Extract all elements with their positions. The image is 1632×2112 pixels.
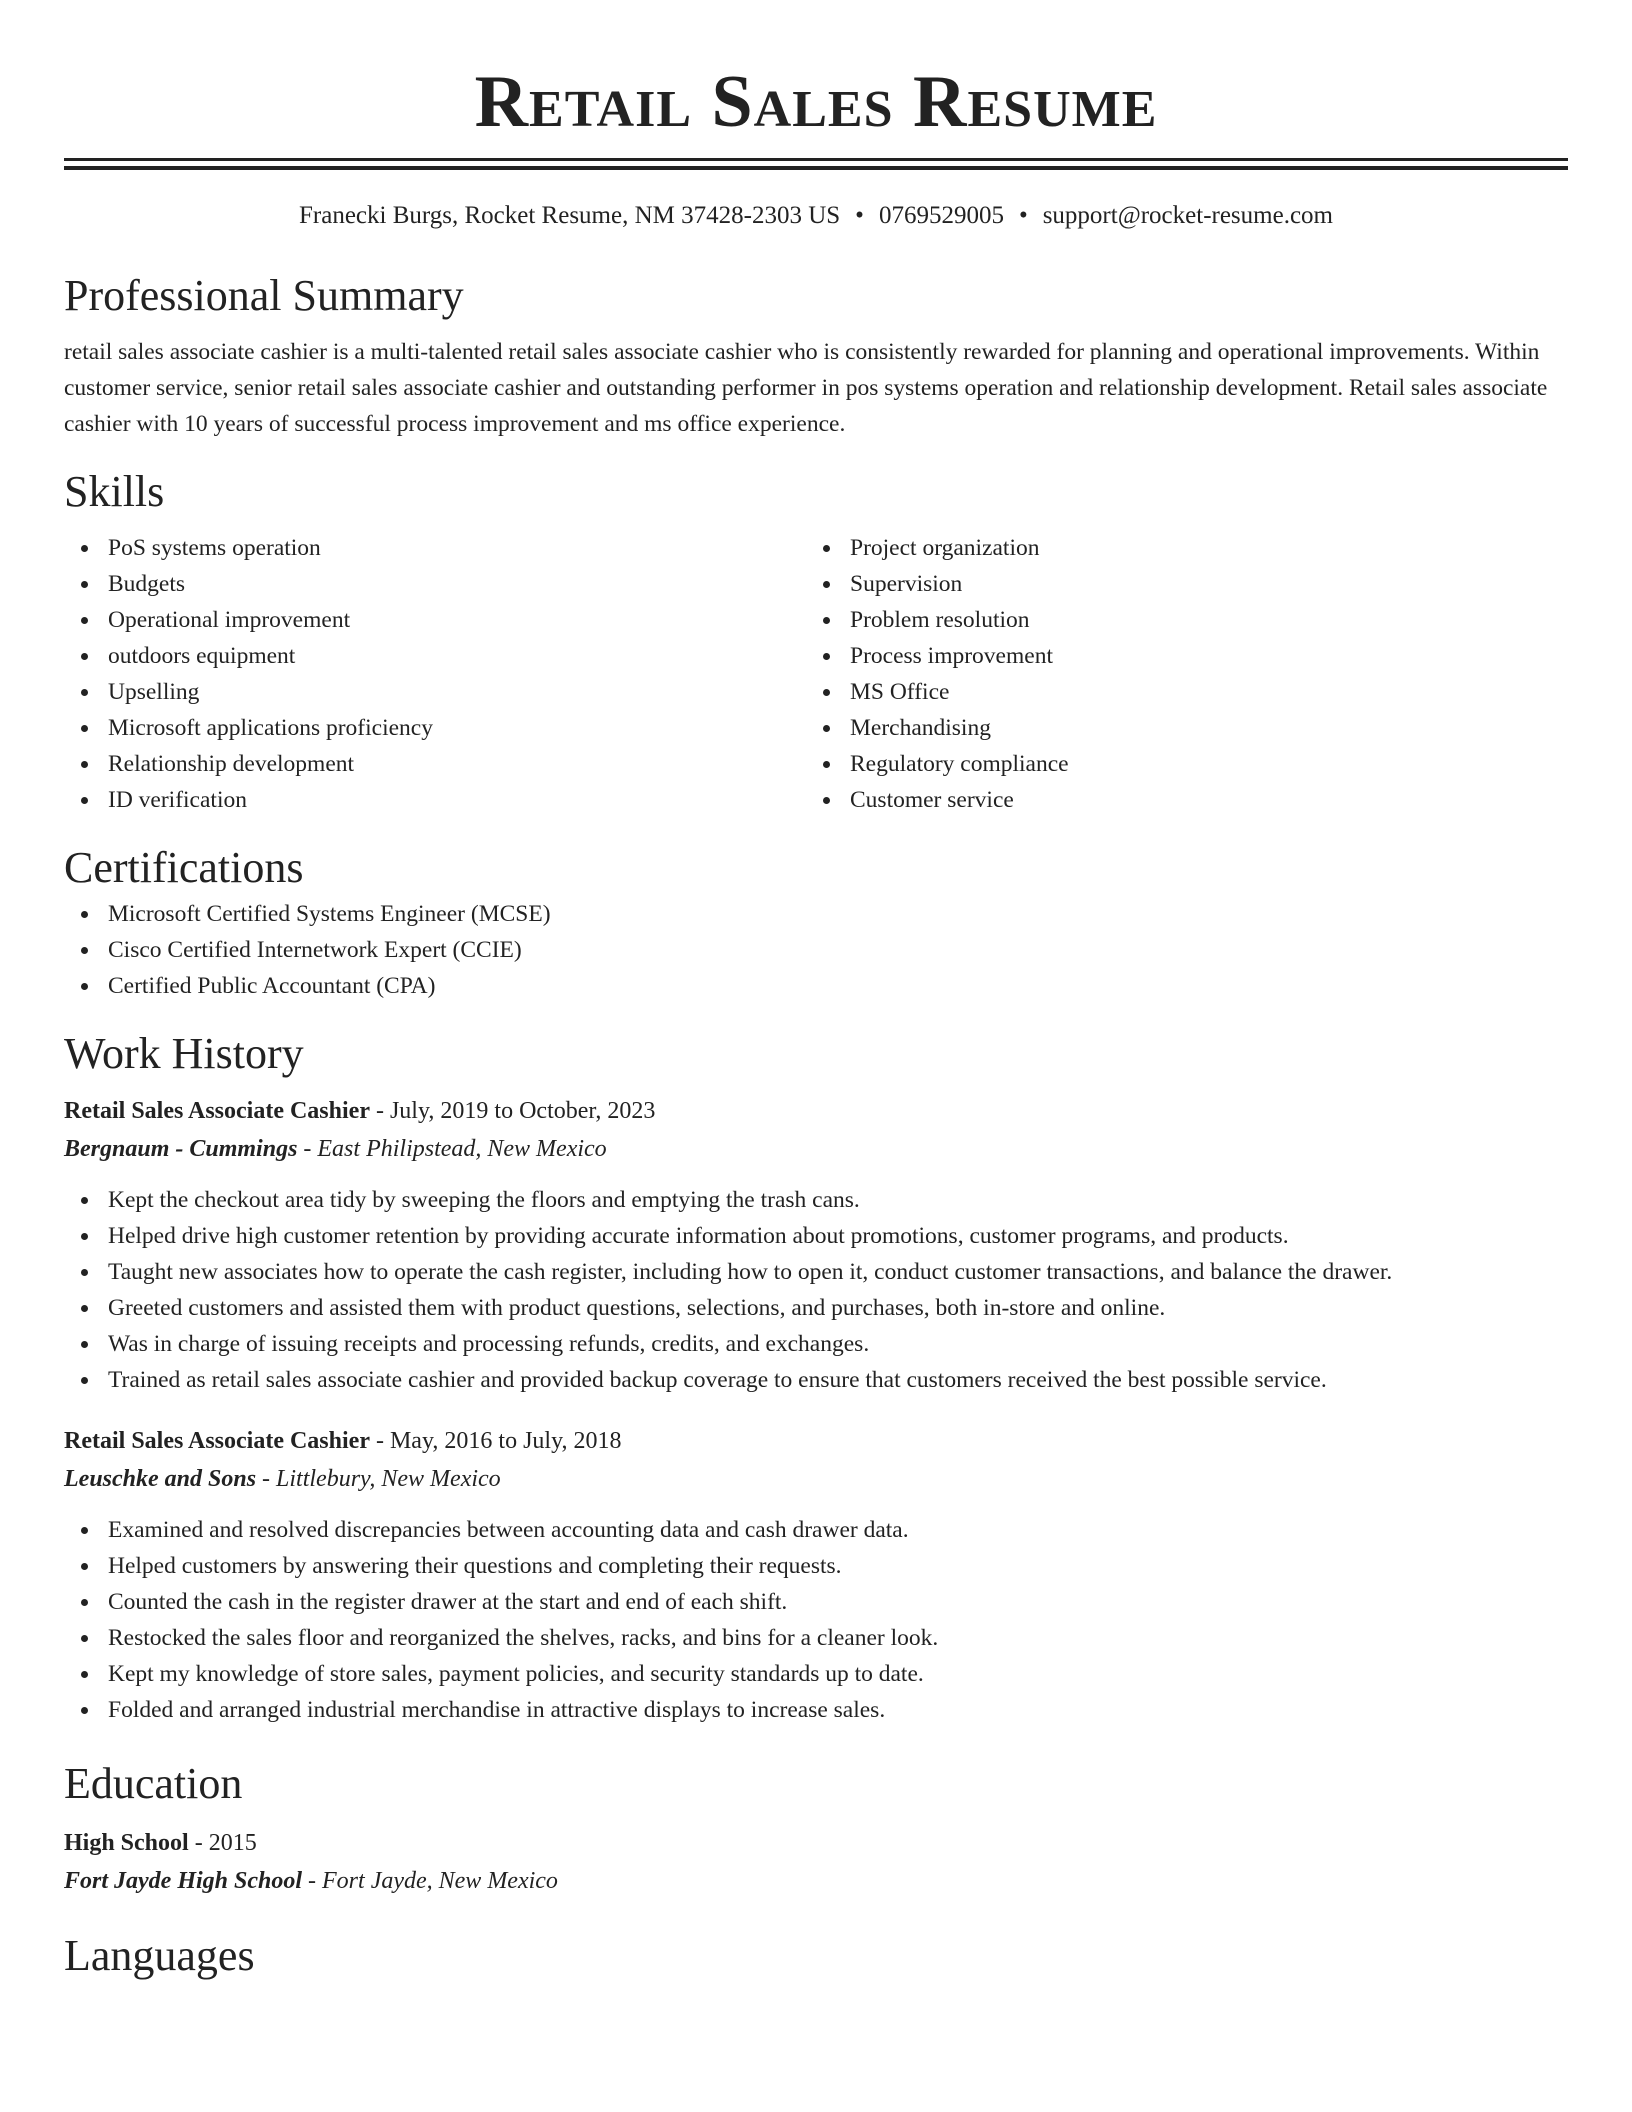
job-duty: Counted the cash in the register drawer at the start and end of each shift. — [64, 1584, 1568, 1620]
skills-list-left — [64, 530, 806, 818]
skill-item: Project organization — [806, 530, 1548, 566]
contact-phone: 0769529005 — [878, 202, 1004, 229]
skill-item: Customer service — [806, 782, 1548, 818]
certification-item: Cisco Certified Internetwork Expert (CCIE) — [64, 932, 1568, 968]
skill-item: Microsoft applications proficiency — [64, 710, 806, 746]
job-duty: Folded and arranged industrial merchandise in attractive displays to increase sales. — [64, 1692, 1568, 1728]
job-dates: - July, 2019 to October, 2023 — [369, 1098, 656, 1124]
languages-section — [64, 1928, 1568, 1984]
education-heading: Education — [64, 1759, 243, 1808]
skill-item: PoS systems operation — [64, 530, 806, 566]
skill-item: Problem resolution — [806, 602, 1548, 638]
skill-item: Process improvement — [806, 638, 1548, 674]
skill-item: Merchandising — [806, 710, 1548, 746]
job-duties-list — [64, 1512, 1568, 1728]
skill-item: Supervision — [806, 566, 1548, 602]
job-duty: Trained as retail sales associate cashier and provided backup coverage to ensure that customers received the best possible service. — [64, 1362, 1568, 1398]
job-entry — [64, 1092, 1568, 1398]
education-year: - 2015 — [188, 1830, 257, 1856]
summary-text: retail sales associate cashier is a multi-talented retail sales associate cashier who is consistently rewarded for planning and operational improvements. Within customer service, senior retail sales associate cashier and outstanding performer in pos systems operation and relationship development. Retail sales associate cashier with 10 years of successful process improvement and ms office experience. — [64, 339, 1548, 437]
job-company: Bergnaum - Cummings — [64, 1136, 298, 1162]
education-degree: High School — [64, 1830, 189, 1856]
certifications-list — [64, 896, 1568, 1004]
certifications-heading: Certifications — [64, 843, 304, 892]
education-school-line — [64, 1862, 1568, 1900]
title-divider — [64, 158, 1568, 170]
skills-list-right — [806, 530, 1548, 818]
skill-item: Budgets — [64, 566, 806, 602]
skills-section — [64, 464, 1568, 818]
contact-email: support@rocket-resume.com — [1042, 202, 1333, 229]
job-duty: Helped drive high customer retention by providing accurate information about promotions, customer programs, and products. — [64, 1218, 1568, 1254]
job-duty: Kept my knowledge of store sales, payment policies, and security standards up to date. — [64, 1656, 1568, 1692]
job-company-line — [64, 1460, 1568, 1498]
skills-grid — [64, 530, 1568, 818]
certification-item: Certified Public Accountant (CPA) — [64, 968, 1568, 1004]
contact-separator: • — [1018, 202, 1028, 229]
job-title: Retail Sales Associate Cashier — [64, 1428, 370, 1454]
contact-address: Franecki Burgs, Rocket Resume, NM 37428-2303 US — [299, 202, 841, 229]
job-title-line — [64, 1092, 1568, 1130]
education-school: Fort Jayde High School — [64, 1868, 303, 1894]
job-duties-list — [64, 1182, 1568, 1398]
skills-heading: Skills — [64, 467, 165, 516]
job-title: Retail Sales Associate Cashier — [64, 1098, 370, 1124]
job-duty: Was in charge of issuing receipts and processing refunds, credits, and exchanges. — [64, 1326, 1568, 1362]
job-duty: Restocked the sales floor and reorganized the shelves, racks, and bins for a cleaner look. — [64, 1620, 1568, 1656]
job-title-line — [64, 1422, 1568, 1460]
education-entry — [64, 1824, 1568, 1900]
work-history-section — [64, 1026, 1568, 1728]
education-location: - Fort Jayde, New Mexico — [302, 1868, 558, 1894]
job-location: - East Philipstead, New Mexico — [297, 1136, 607, 1162]
summary-section — [64, 268, 1568, 442]
languages-heading: Languages — [64, 1931, 255, 1980]
certification-item: Microsoft Certified Systems Engineer (MCSE) — [64, 896, 1568, 932]
job-company: Leuschke and Sons — [64, 1466, 257, 1492]
education-section — [64, 1756, 1568, 1900]
contact-line — [64, 200, 1568, 232]
resume-title: Retail Sales Resume — [474, 61, 1158, 143]
job-duty: Helped customers by answering their questions and completing their requests. — [64, 1548, 1568, 1584]
job-location: - Littlebury, New Mexico — [256, 1466, 501, 1492]
skill-item: outdoors equipment — [64, 638, 806, 674]
work-history-heading: Work History — [64, 1029, 304, 1078]
certifications-section — [64, 840, 1568, 1004]
skill-item: Regulatory compliance — [806, 746, 1548, 782]
job-duty: Kept the checkout area tidy by sweeping the floors and emptying the trash cans. — [64, 1182, 1568, 1218]
education-degree-line — [64, 1824, 1568, 1862]
job-entry — [64, 1422, 1568, 1728]
job-duty: Taught new associates how to operate the cash register, including how to open it, conduct customer transactions, and balance the drawer. — [64, 1254, 1568, 1290]
skill-item: ID verification — [64, 782, 806, 818]
contact-separator: • — [855, 202, 864, 229]
summary-heading: Professional Summary — [64, 271, 464, 320]
job-duty: Examined and resolved discrepancies between accounting data and cash drawer data. — [64, 1512, 1568, 1548]
skill-item: Relationship development — [64, 746, 806, 782]
skill-item: MS Office — [806, 674, 1548, 710]
skill-item: Upselling — [64, 674, 806, 710]
skill-item: Operational improvement — [64, 602, 806, 638]
job-company-line — [64, 1130, 1568, 1168]
job-duty: Greeted customers and assisted them with product questions, selections, and purchases, both in-store and online. — [64, 1290, 1568, 1326]
job-dates: - May, 2016 to July, 2018 — [369, 1428, 622, 1454]
